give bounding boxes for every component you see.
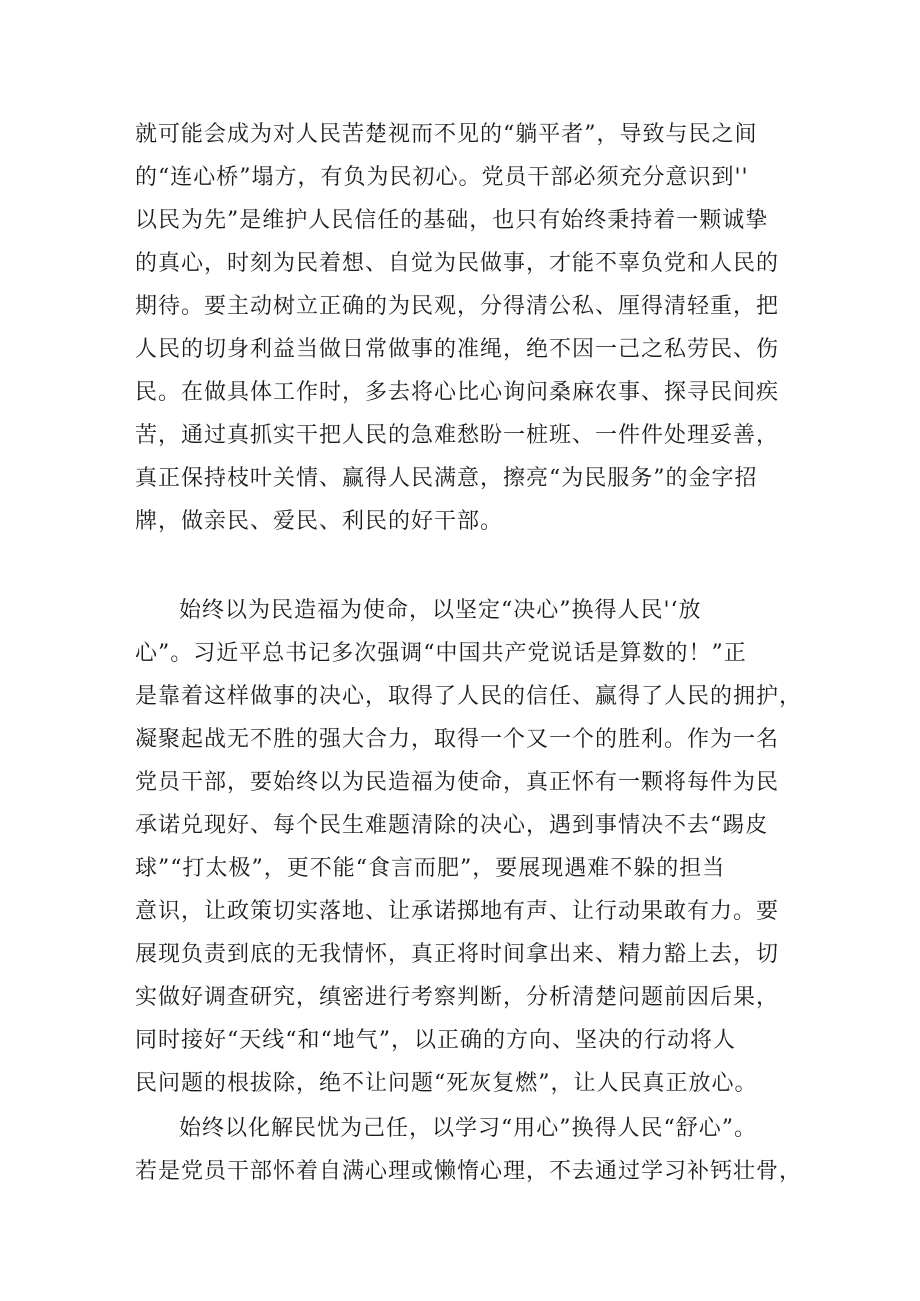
text-line: 意识，让政策切实落地、让承诺掷地有声、让行动果敢有力。要 bbox=[135, 899, 780, 924]
text-line: 真正保持枝叶关情、赢得人民满意，擦亮“为民服务”的金字招 bbox=[135, 466, 758, 491]
text-line: 苦，通过真抓实干把人民的急难愁盼一桩班、一件件处理妥善， bbox=[135, 423, 780, 448]
paragraph-2 bbox=[135, 589, 803, 1105]
text-line: 的真心，时刻为民着想、自觉为民做事，才能不辜负党和人民的 bbox=[135, 251, 780, 276]
text-line: 民问题的根拔除，绝不让问题“死灰复燃”，让人民真正放心。 bbox=[135, 1071, 758, 1096]
text-line: 展现负责到底的无我情怀，真正将时间拿出来、精力豁上去，切 bbox=[135, 942, 780, 967]
text-line: 同时接好“天线“和“地气”，以正确的方向、坚决的行动将人 bbox=[135, 1028, 736, 1053]
text-line: 球”“打太极”，更不能“食言而肥”，要展现遇难不躲的担当 bbox=[135, 856, 726, 881]
text-line: 就可能会成为对人民苦楚视而不见的“躺平者”，导致与民之间 bbox=[135, 122, 758, 147]
text-line: 牌，做亲民、爱民、利民的好干部。 bbox=[135, 509, 504, 534]
text-line: 的“连心桥”塌方，有负为民初心。党员干部必须充分意识到'' bbox=[135, 165, 749, 190]
text-line: 心”。习近平总书记多次强调“中国共产党说话是算数的！”正 bbox=[135, 641, 747, 666]
text-line: 人民的切身利益当做日常做事的准绳，绝不因一己之私劳民、伤 bbox=[135, 337, 780, 362]
text-line: 始终以为民造福为使命，以坚定“决心”换得人民'‘放 bbox=[179, 598, 702, 623]
text-line: 若是党员干部怀着自满心理或懒惰心理，不去通过学习补钙壮骨， bbox=[135, 1159, 803, 1184]
text-line: 民。在做具体工作时，多去将心比心询问桑麻农事、探寻民间疾 bbox=[135, 380, 780, 405]
paragraph-3 bbox=[135, 1107, 803, 1193]
text-line: 党员干部，要始终以为民造福为使命，真正怀有一颗将每件为民 bbox=[135, 770, 780, 795]
text-line: 承诺兑现好、每个民生难题清除的决心，遇到事情决不去“踢皮 bbox=[135, 813, 769, 838]
text-line: 始终以化解民忧为己任，以学习“用心”换得人民“舒心”。 bbox=[179, 1116, 757, 1141]
text-line: 凝聚起战无不胜的强大合力，取得一个又一个的胜利。作为一名 bbox=[135, 727, 780, 752]
paragraph-1 bbox=[135, 113, 795, 543]
text-line: 以民为先”是维护人民信任的基础，也只有始终秉持着一颗诚挚 bbox=[135, 208, 769, 233]
text-line: 是靠着这样做事的决心，取得了人民的信任、赢得了人民的拥护， bbox=[135, 684, 803, 709]
text-line: 期待。要主动树立正确的为民观，分得清公私、厘得清轻重，把 bbox=[135, 294, 780, 319]
text-line: 实做好调查研究，缜密进行考察判断，分析清楚问题前因后果， bbox=[135, 985, 780, 1010]
